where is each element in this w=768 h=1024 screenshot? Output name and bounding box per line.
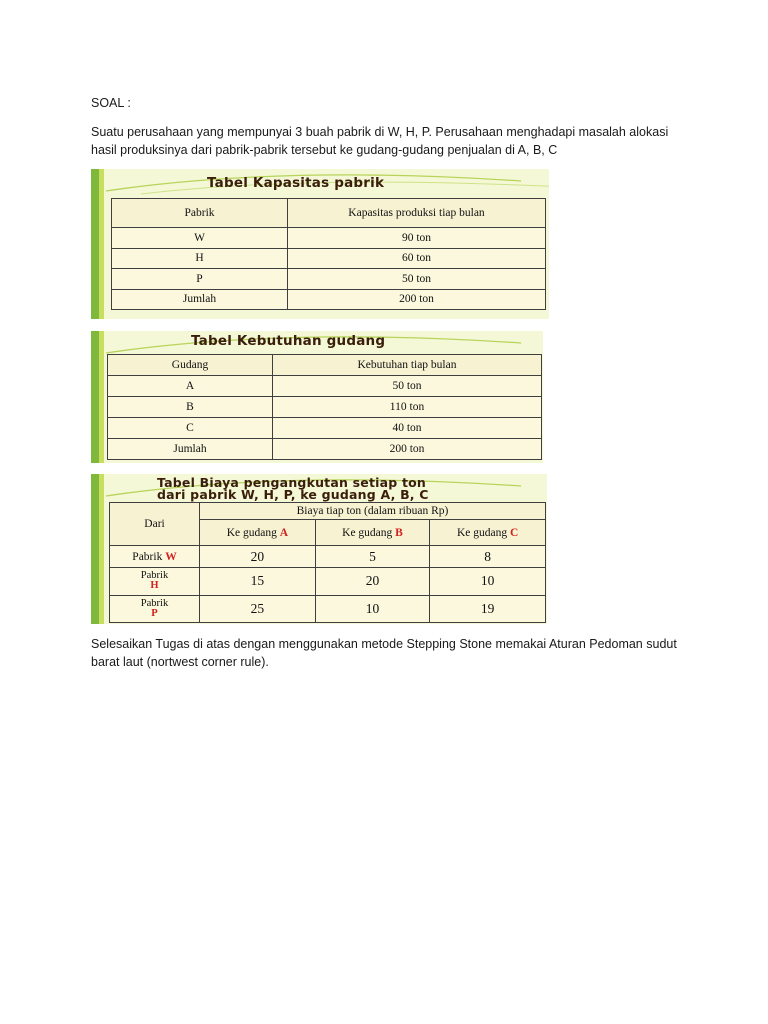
table-row (112, 269, 546, 290)
table-header-row (110, 503, 546, 520)
cost-cell: 8 (430, 546, 546, 568)
cost-cell: 5 (315, 546, 430, 568)
column-header-warehouse-b: Ke gudang B (315, 520, 430, 546)
capacity-table (111, 198, 546, 310)
row-header-factory-w: Pabrik W (110, 546, 200, 568)
cell-factory: H (112, 248, 288, 269)
cell-total-label: Jumlah (112, 289, 288, 310)
capacity-table-title: Tabel Kapasitas pabrik (207, 175, 385, 191)
cell-total-value: 200 ton (288, 289, 546, 310)
cost-cell: 15 (200, 568, 316, 595)
cell-total-value: 200 ton (273, 439, 542, 460)
conclusion-paragraph: Selesaikan Tugas di atas dengan menggunakan metode Stepping Stone memakai Aturan Pedoman sudut barat laut (nortwest corner rule). (91, 637, 677, 669)
cell-factory: W (112, 228, 288, 249)
cost-cell: 10 (315, 595, 430, 622)
cell-demand: 50 ton (273, 376, 542, 397)
intro-paragraph: Suatu perusahaan yang mempunyai 3 buah pabrik di W, H, P. Perusahaan menghadapi masalah alokasi hasil produksinya dari pabrik-pabrik tersebut ke gudang-gudang penjualan di A, B, C (91, 125, 669, 157)
demand-table (107, 354, 542, 460)
column-header-warehouse-c: Ke gudang C (430, 520, 546, 546)
cell-factory: P (112, 269, 288, 290)
cost-table (109, 502, 546, 623)
table-row (108, 376, 542, 397)
cost-table-title-line2: dari pabrik W, H, P, ke gudang A, B, C (157, 487, 429, 502)
column-header: Pabrik (112, 199, 288, 228)
cost-cell: 19 (430, 595, 546, 622)
cell-warehouse: C (108, 418, 273, 439)
column-header: Gudang (108, 355, 273, 376)
table-row (112, 248, 546, 269)
corner-header: Dari (110, 503, 200, 546)
table-row (110, 595, 546, 622)
cost-table-title-line1: Tabel Biaya pengangkutan setiap ton (157, 475, 427, 490)
cell-demand: 110 ton (273, 397, 542, 418)
table-header-row (108, 355, 542, 376)
column-header: Kapasitas produksi tiap bulan (288, 199, 546, 228)
cost-cell: 20 (200, 546, 316, 568)
cell-capacity: 60 ton (288, 248, 546, 269)
table-row (112, 289, 546, 310)
cell-total-label: Jumlah (108, 439, 273, 460)
demand-table-image (91, 331, 543, 463)
heading: SOAL : (91, 96, 131, 110)
cell-warehouse: B (108, 397, 273, 418)
column-header: Kebutuhan tiap bulan (273, 355, 542, 376)
cell-capacity: 50 ton (288, 269, 546, 290)
table-header-row (112, 199, 546, 228)
table-row (112, 228, 546, 249)
cost-cell: 10 (430, 568, 546, 595)
demand-table-title: Tabel Kebutuhan gudang (191, 333, 386, 349)
cost-cell: 20 (315, 568, 430, 595)
table-row (108, 418, 542, 439)
table-row (110, 568, 546, 595)
table-row (108, 439, 542, 460)
table-row (110, 546, 546, 568)
row-header-factory-h: Pabrik H (110, 568, 200, 595)
column-header-warehouse-a: Ke gudang A (200, 520, 316, 546)
cell-warehouse: A (108, 376, 273, 397)
cell-capacity: 90 ton (288, 228, 546, 249)
cost-cell: 25 (200, 595, 316, 622)
cost-table-image (91, 474, 547, 624)
group-header: Biaya tiap ton (dalam ribuan Rp) (200, 503, 546, 520)
cell-demand: 40 ton (273, 418, 542, 439)
table-row (108, 397, 542, 418)
row-header-factory-p: Pabrik P (110, 595, 200, 622)
capacity-table-image (91, 169, 549, 319)
